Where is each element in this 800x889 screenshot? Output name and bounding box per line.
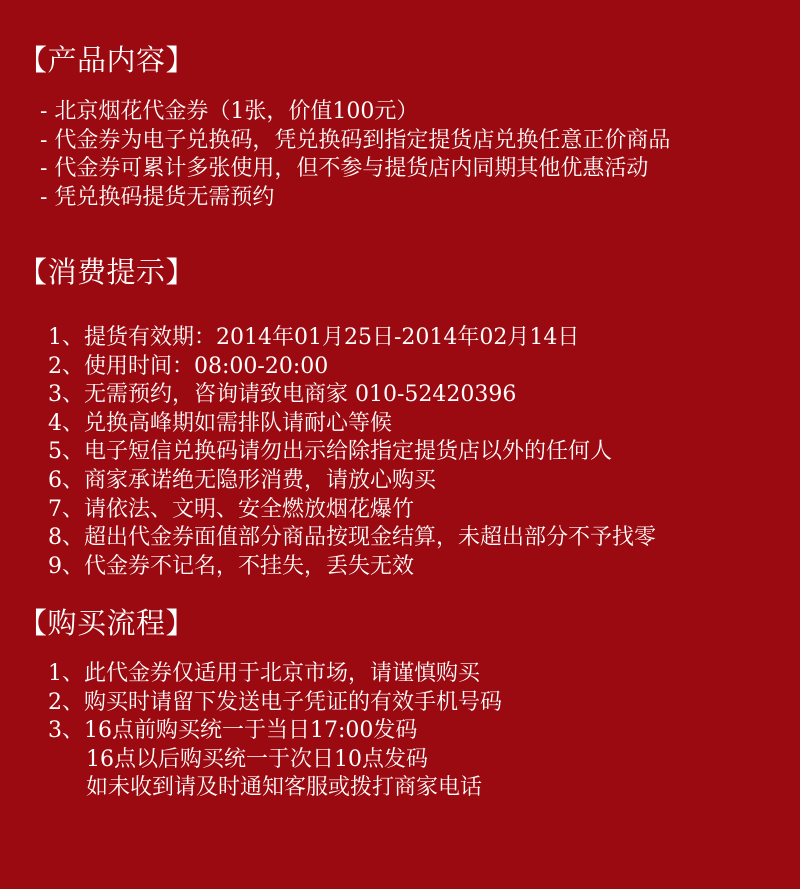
purchase-step: 3、16点前购买统一于当日17:00发码 — [48, 718, 418, 744]
tip-item: 5、电子短信兑换码请勿出示给除指定提货店以外的任何人 — [48, 439, 612, 465]
product-item: - 代金券为电子兑换码，凭兑换码到指定提货店兑换任意正价商品 — [40, 127, 671, 153]
consumption-tips-list — [48, 324, 656, 581]
tip-item: 1、提货有效期：2014年01月25日-2014年02月14日 — [48, 325, 580, 350]
tip-item: 3、无需预约，咨询请致电商家 010-52420396 — [48, 382, 517, 408]
tip-item: 6、商家承诺绝无隐形消费，请放心购买 — [48, 467, 436, 493]
purchase-section-title: 【购买流程】 — [18, 606, 196, 640]
product-section-title: 【产品内容】 — [18, 43, 196, 77]
product-content-list — [40, 98, 670, 212]
product-item: - 代金券可累计多张使用，但不参与提货店内同期其他优惠活动 — [40, 156, 649, 182]
purchase-step: 1、此代金券仅适用于北京市场，请谨慎购买 — [48, 661, 480, 686]
purchase-step-continuation: 16点以后购买统一于次日10点发码 — [86, 746, 428, 772]
tip-item: 7、请依法、文明、安全燃放烟花爆竹 — [48, 496, 414, 522]
purchase-step: 2、购买时请留下发送电子凭证的有效手机号码 — [48, 689, 502, 715]
tip-item: 4、兑换高峰期如需排队请耐心等候 — [48, 410, 392, 436]
purchase-step-continuation: 如未收到请及时通知客服或拨打商家电话 — [86, 775, 483, 801]
tips-section-title: 【消费提示】 — [18, 255, 196, 289]
tip-item: 9、代金券不记名，不挂失，丢失无效 — [48, 553, 414, 579]
product-item: - 北京烟花代金券（1张，价值100元） — [40, 99, 419, 124]
product-item: - 凭兑换码提货无需预约 — [40, 184, 275, 210]
tip-item: 2、使用时间：08:00-20:00 — [48, 353, 329, 379]
purchase-process-list — [48, 660, 502, 803]
tip-item: 8、超出代金券面值部分商品按现金结算，未超出部分不予找零 — [48, 525, 656, 551]
